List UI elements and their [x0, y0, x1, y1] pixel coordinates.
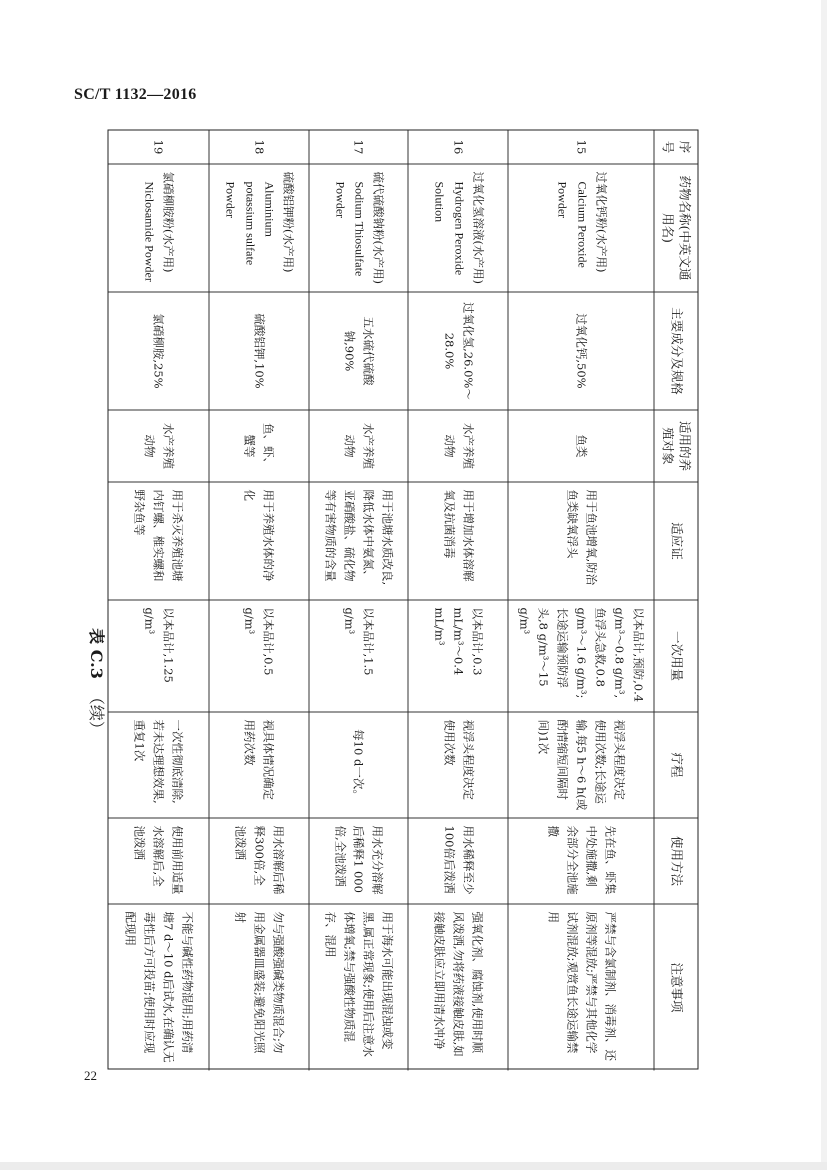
header-notes: 注意事项 — [653, 904, 697, 1070]
drug-name — [108, 164, 208, 292]
header-target: 适用的养殖对象 — [653, 410, 697, 482]
drug-name — [308, 164, 408, 292]
ingredient: 五水硫代硫酸钠,90% — [308, 292, 408, 410]
drug-name-cn: 硫酸铝钾粉(水产用) — [281, 171, 296, 272]
notes: 用于海水可能出现混浊或变黑,属正常现象;使用后注意水体增氧;禁与强酸性物质混存、混用 — [308, 904, 408, 1070]
header-method: 使用方法 — [653, 818, 697, 904]
treatment-course: 视浮头程度决定使用次数;长途运输,每5 h～6 h(或酌情缩短间隔时间)1次 — [507, 712, 653, 818]
drug-name-cn: 过氧化钙粉(水产用) — [593, 171, 608, 272]
header-dosage: 一次用量 — [653, 600, 697, 712]
indication: 用于增加水体溶解氧及抗菌消毒 — [407, 482, 507, 600]
ingredient: 过氧化氢,26.0%～28.0% — [407, 292, 507, 410]
usage-method: 用水溶解后稀释300倍,全池泼洒 — [208, 818, 308, 904]
row-no: 16 — [407, 130, 507, 164]
usage-method: 用水稀释至少100倍后泼洒 — [407, 818, 507, 904]
drug-table — [107, 129, 698, 1069]
ingredient: 硫酸铝钾,10% — [208, 292, 308, 410]
header-name: 药物名称(中英文通用名) — [653, 164, 697, 292]
drug-name-en: Niclosamide Powder — [142, 181, 157, 282]
drug-name-en: Calcium Peroxide Powder — [555, 181, 589, 268]
table-caption-title: 表 C.3 — [86, 627, 106, 679]
notes: 不能与碱性药物混用;用药清塘7 d～10 d后试水,在确认无毒性后方可投苗;使用时应现配现用 — [122, 911, 194, 1063]
notes: 强氧化剂、腐蚀剂,使用时顺风泼洒,勿将药液接触皮肤,如接触皮肤应立即用清水冲净 — [407, 904, 507, 1070]
drug-name — [407, 164, 507, 292]
notes: 严禁与含氯制剂、消毒剂、还原剂等混放;严禁与其他化学试剂混放;观赏鱼长途运输禁用 — [507, 904, 653, 1070]
page-edge — [821, 0, 827, 1170]
row-no: 18 — [208, 130, 308, 164]
header-no: 序号 — [653, 130, 697, 164]
dosage: 以本品计,1.5 g/m³ — [308, 600, 408, 712]
treatment-course: 一次性彻底清除,若未达理想效果,重复1次 — [108, 712, 208, 818]
table-container — [107, 129, 698, 1069]
target-species: 水产养殖动物 — [407, 410, 507, 482]
ingredient: 过氧化钙,50% — [507, 292, 653, 410]
header-indication: 适应证 — [653, 482, 697, 600]
header-ingredient: 主要成分及规格 — [653, 292, 697, 410]
row-no: 15 — [507, 130, 653, 164]
treatment-course: 每10 d一次。 — [308, 712, 408, 818]
drug-name-en: Aluminium potassium sulfate Powder — [222, 181, 277, 265]
treatment-course: 视具体情况确定用药次数 — [208, 712, 308, 818]
target-species: 鱼、虾、蟹等 — [208, 410, 308, 482]
usage-method: 先在鱼、虾集中处施撒,剩余部分全池施撒 — [507, 818, 653, 904]
indication: 用于池塘水质改良,降低水体中氨氮、亚硝酸盐、硫化物等有害物质的含量 — [308, 482, 408, 600]
dosage: 以本品计,1.25 g/m³ — [108, 600, 208, 712]
indication: 用于养殖水体的净化 — [208, 482, 308, 600]
indication: 用于杀灭养殖池塘内钉螺、椎实螺和野杂鱼等 — [108, 482, 208, 600]
dosage: 以本品计,预防,0.4 g/m³～0.8 g/m³,鱼浮头急救,0.8 g/m³～1.6 g/m³;长途运输预防浮头,8 g/m³～15 g/m³ — [507, 600, 653, 712]
dosage: 以本品计,0.5 g/m³ — [208, 600, 308, 712]
drug-name-cn: 硫代硫酸钠粉(水产用) — [371, 171, 386, 284]
header-course: 疗程 — [653, 712, 697, 818]
page-number: 22 — [84, 1068, 97, 1083]
notes: 勿与强酸强碱类物质混合;勿用金属器皿盛装;避免阳光照射 — [208, 904, 308, 1070]
row-no: 17 — [308, 130, 408, 164]
target-species: 水产养殖动物 — [308, 410, 408, 482]
drug-name-en: Sodium Thiosulfate Powder — [332, 181, 367, 276]
usage-method: 用水充分溶解后稀释1 000倍,全池泼洒 — [308, 818, 408, 904]
target-species: 鱼类 — [507, 410, 653, 482]
drug-name-en: Hydrogen Peroxide Solution — [432, 181, 467, 275]
dosage: 以本品计,0.3 mL/m³～0.4 mL/m³ — [407, 600, 507, 712]
usage-method: 使用前用适量水溶解后,全池泼洒 — [108, 818, 208, 904]
ingredient: 氯硝柳胺,25% — [108, 292, 208, 410]
treatment-course: 视浮头程度决定使用次数 — [407, 712, 507, 818]
scan-border — [0, 1162, 827, 1170]
drug-name — [208, 164, 308, 292]
drug-name — [507, 164, 653, 292]
drug-name-cn: 过氧化氢溶液(水产用) — [471, 171, 486, 284]
standard-code: SC/T 1132—2016 — [74, 86, 197, 103]
table-caption-continued: （续） — [86, 688, 106, 737]
row-no: 19 — [108, 130, 208, 164]
drug-name-cn: 氯硝柳胺粉(水产用) — [161, 171, 176, 272]
target-species: 水产养殖动物 — [108, 410, 208, 482]
indication: 用于鱼池增氧,防治鱼类缺氧浮头 — [507, 482, 653, 600]
